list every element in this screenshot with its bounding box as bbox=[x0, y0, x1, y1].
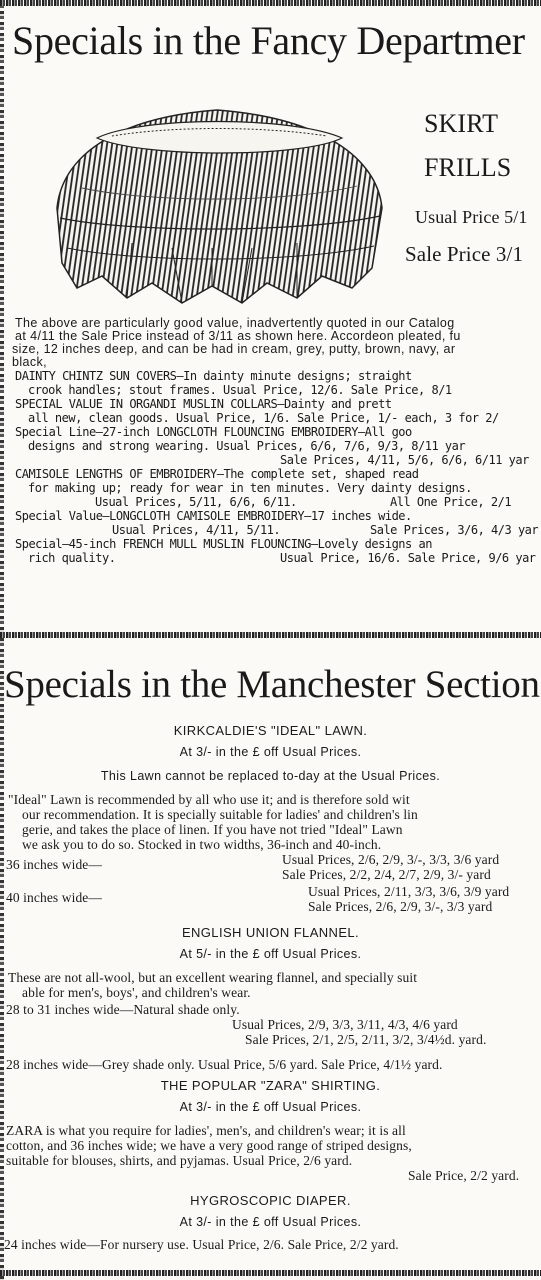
body-text-line: 28 to 31 inches wide—Natural shade only. bbox=[6, 1002, 240, 1017]
body-text-line: Usual Price, 16/6. Sale Price, 9/6 yar bbox=[280, 551, 536, 565]
zara-discount: At 3/- in the £ off Usual Prices. bbox=[179, 1100, 362, 1114]
fancy-heading: Specials in the Fancy Departmer bbox=[12, 18, 525, 63]
body-text-line: gerie, and takes the place of linen. If you have not tried "Ideal" Lawn bbox=[22, 822, 403, 837]
width-40-usual: Usual Prices, 2/11, 3/3, 3/6, 3/9 yard bbox=[308, 884, 510, 899]
body-text-line: Special—45-inch FRENCH MULL MUSLIN FLOUNCING—Lovely designs an bbox=[15, 537, 432, 551]
body-text-line: crook handles; stout frames. Usual Price, 12/6. Sale Price, 8/1 bbox=[28, 383, 452, 397]
body-text-line: These are not all-wool, but an excellent wearing flannel, and specially suit bbox=[8, 970, 418, 985]
body-text-line: "Ideal" Lawn is recommended by all who use it; and is therefore sold wit bbox=[8, 792, 410, 807]
body-text-line: designs and strong wearing. Usual Prices, 6/6, 7/6, 9/3, 8/11 yar bbox=[28, 439, 466, 453]
body-text-line: Sale Prices, 3/6, 4/3 yar bbox=[370, 523, 539, 537]
width-40-label: 40 inches wide— bbox=[6, 890, 102, 905]
flannel-grey: 28 inches wide—Grey shade only. Usual Price, 5/6 yard. Sale Price, 4/1½ yard. bbox=[6, 1057, 443, 1072]
zara-sale: Sale Price, 2/2 yard. bbox=[408, 1168, 520, 1183]
skirt-frills-illustration bbox=[52, 98, 387, 308]
body-text-line: we ask you to do so. Stocked in two widths, 36-inch and 40-inch. bbox=[22, 837, 382, 852]
width-36-usual: Usual Prices, 2/6, 2/9, 3/-, 3/3, 3/6 yard bbox=[282, 852, 500, 867]
body-text-line: SPECIAL VALUE IN ORGANDI MUSLIN COLLARS—Dainty and prett bbox=[15, 397, 392, 411]
body-text-line: able for men's, boys', and children's wear. bbox=[22, 985, 251, 1000]
bottom-rule bbox=[0, 1270, 541, 1276]
section-divider bbox=[0, 632, 541, 638]
diaper-title: HYGROSCOPIC DIAPER. bbox=[190, 1193, 351, 1208]
body-text-line: Sale Prices, 4/11, 5/6, 6/6, 6/11 yar bbox=[280, 453, 529, 467]
lawn-note: This Lawn cannot be replaced to-day at the Usual Prices. bbox=[100, 769, 441, 783]
top-rule bbox=[0, 0, 541, 6]
lawn-title: KIRKCALDIE'S "IDEAL" LAWN. bbox=[173, 723, 368, 738]
flannel-title: ENGLISH UNION FLANNEL. bbox=[181, 925, 360, 940]
body-text-line: The above are particularly good value, inadvertently quoted in our Catalog bbox=[15, 316, 455, 330]
zara-title: THE POPULAR "ZARA" SHIRTING. bbox=[160, 1078, 381, 1093]
lawn-discount: At 3/- in the £ off Usual Prices. bbox=[179, 745, 362, 759]
body-text-line: Special Value—LONGCLOTH CAMISOLE EMBROIDERY—17 inches wide. bbox=[15, 509, 412, 523]
body-text-line: rich quality. bbox=[28, 551, 116, 565]
body-text-line: 24 inches wide—For nursery use. Usual Price, 2/6. Sale Price, 2/2 yard. bbox=[4, 1237, 399, 1252]
body-text-line: CAMISOLE LENGTHS OF EMBROIDERY—The complete set, shaped read bbox=[15, 467, 419, 481]
sale-price: Sale Price 3/1 bbox=[405, 242, 524, 266]
flannel-discount: At 5/- in the £ off Usual Prices. bbox=[179, 947, 362, 961]
flannel-usual: Usual Prices, 2/9, 3/3, 3/11, 4/3, 4/6 yard bbox=[232, 1017, 458, 1032]
body-text-line: for making up; ready for wear in ten minutes. Very dainty designs. bbox=[28, 481, 472, 495]
width-36-sale: Sale Prices, 2/2, 2/4, 2/7, 2/9, 3/- yard bbox=[282, 867, 491, 882]
body-text-line: Usual Prices, 4/11, 5/11. bbox=[112, 523, 281, 537]
body-text-line: suitable for blouses, shirts, and pyjamas. Usual Price, 2/6 yard. bbox=[6, 1153, 353, 1168]
body-text-line: All One Price, 2/1 bbox=[390, 495, 512, 509]
body-text-line: cotton, and 36 inches wide; we have a very good range of striped designs, bbox=[6, 1138, 412, 1153]
product-title-skirt: SKIRT bbox=[424, 109, 499, 138]
body-text-line: Special Line—27-inch LONGCLOTH FLOUNCING EMBROIDERY—All goo bbox=[15, 425, 412, 439]
manchester-heading: Specials in the Manchester Section bbox=[4, 663, 540, 706]
flannel-sale: Sale Prices, 2/1, 2/5, 2/11, 3/2, 3/4½d. yard. bbox=[245, 1032, 487, 1047]
usual-price: Usual Price 5/1 bbox=[415, 207, 528, 227]
body-text-line: DAINTY CHINTZ SUN COVERS—In dainty minute designs; straight bbox=[15, 369, 412, 383]
body-text-line: ZARA is what you require for ladies', men's, and children's wear; it is all bbox=[6, 1123, 406, 1138]
width-36-label: 36 inches wide— bbox=[6, 857, 102, 872]
body-text-line: Usual Prices, 5/11, 6/6, 6/11. bbox=[95, 495, 297, 509]
product-title-frills: FRILLS bbox=[424, 153, 512, 182]
width-40-sale: Sale Prices, 2/6, 2/9, 3/-, 3/3 yard bbox=[308, 899, 493, 914]
body-text-line: black, bbox=[12, 355, 48, 369]
body-text-line: our recommendation. It is specially suitable for ladies' and children's lin bbox=[22, 807, 418, 822]
body-text-line: at 4/11 the Sale Price instead of 3/11 as shown here. Accordeon pleated, fu bbox=[15, 329, 461, 343]
body-text-line: size, 12 inches deep, and can be had in cream, grey, putty, brown, navy, ar bbox=[12, 342, 456, 356]
diaper-discount: At 3/- in the £ off Usual Prices. bbox=[179, 1215, 362, 1229]
body-text-line: all new, clean goods. Usual Price, 1/6. Sale Price, 1/- each, 3 for 2/ bbox=[28, 411, 499, 425]
